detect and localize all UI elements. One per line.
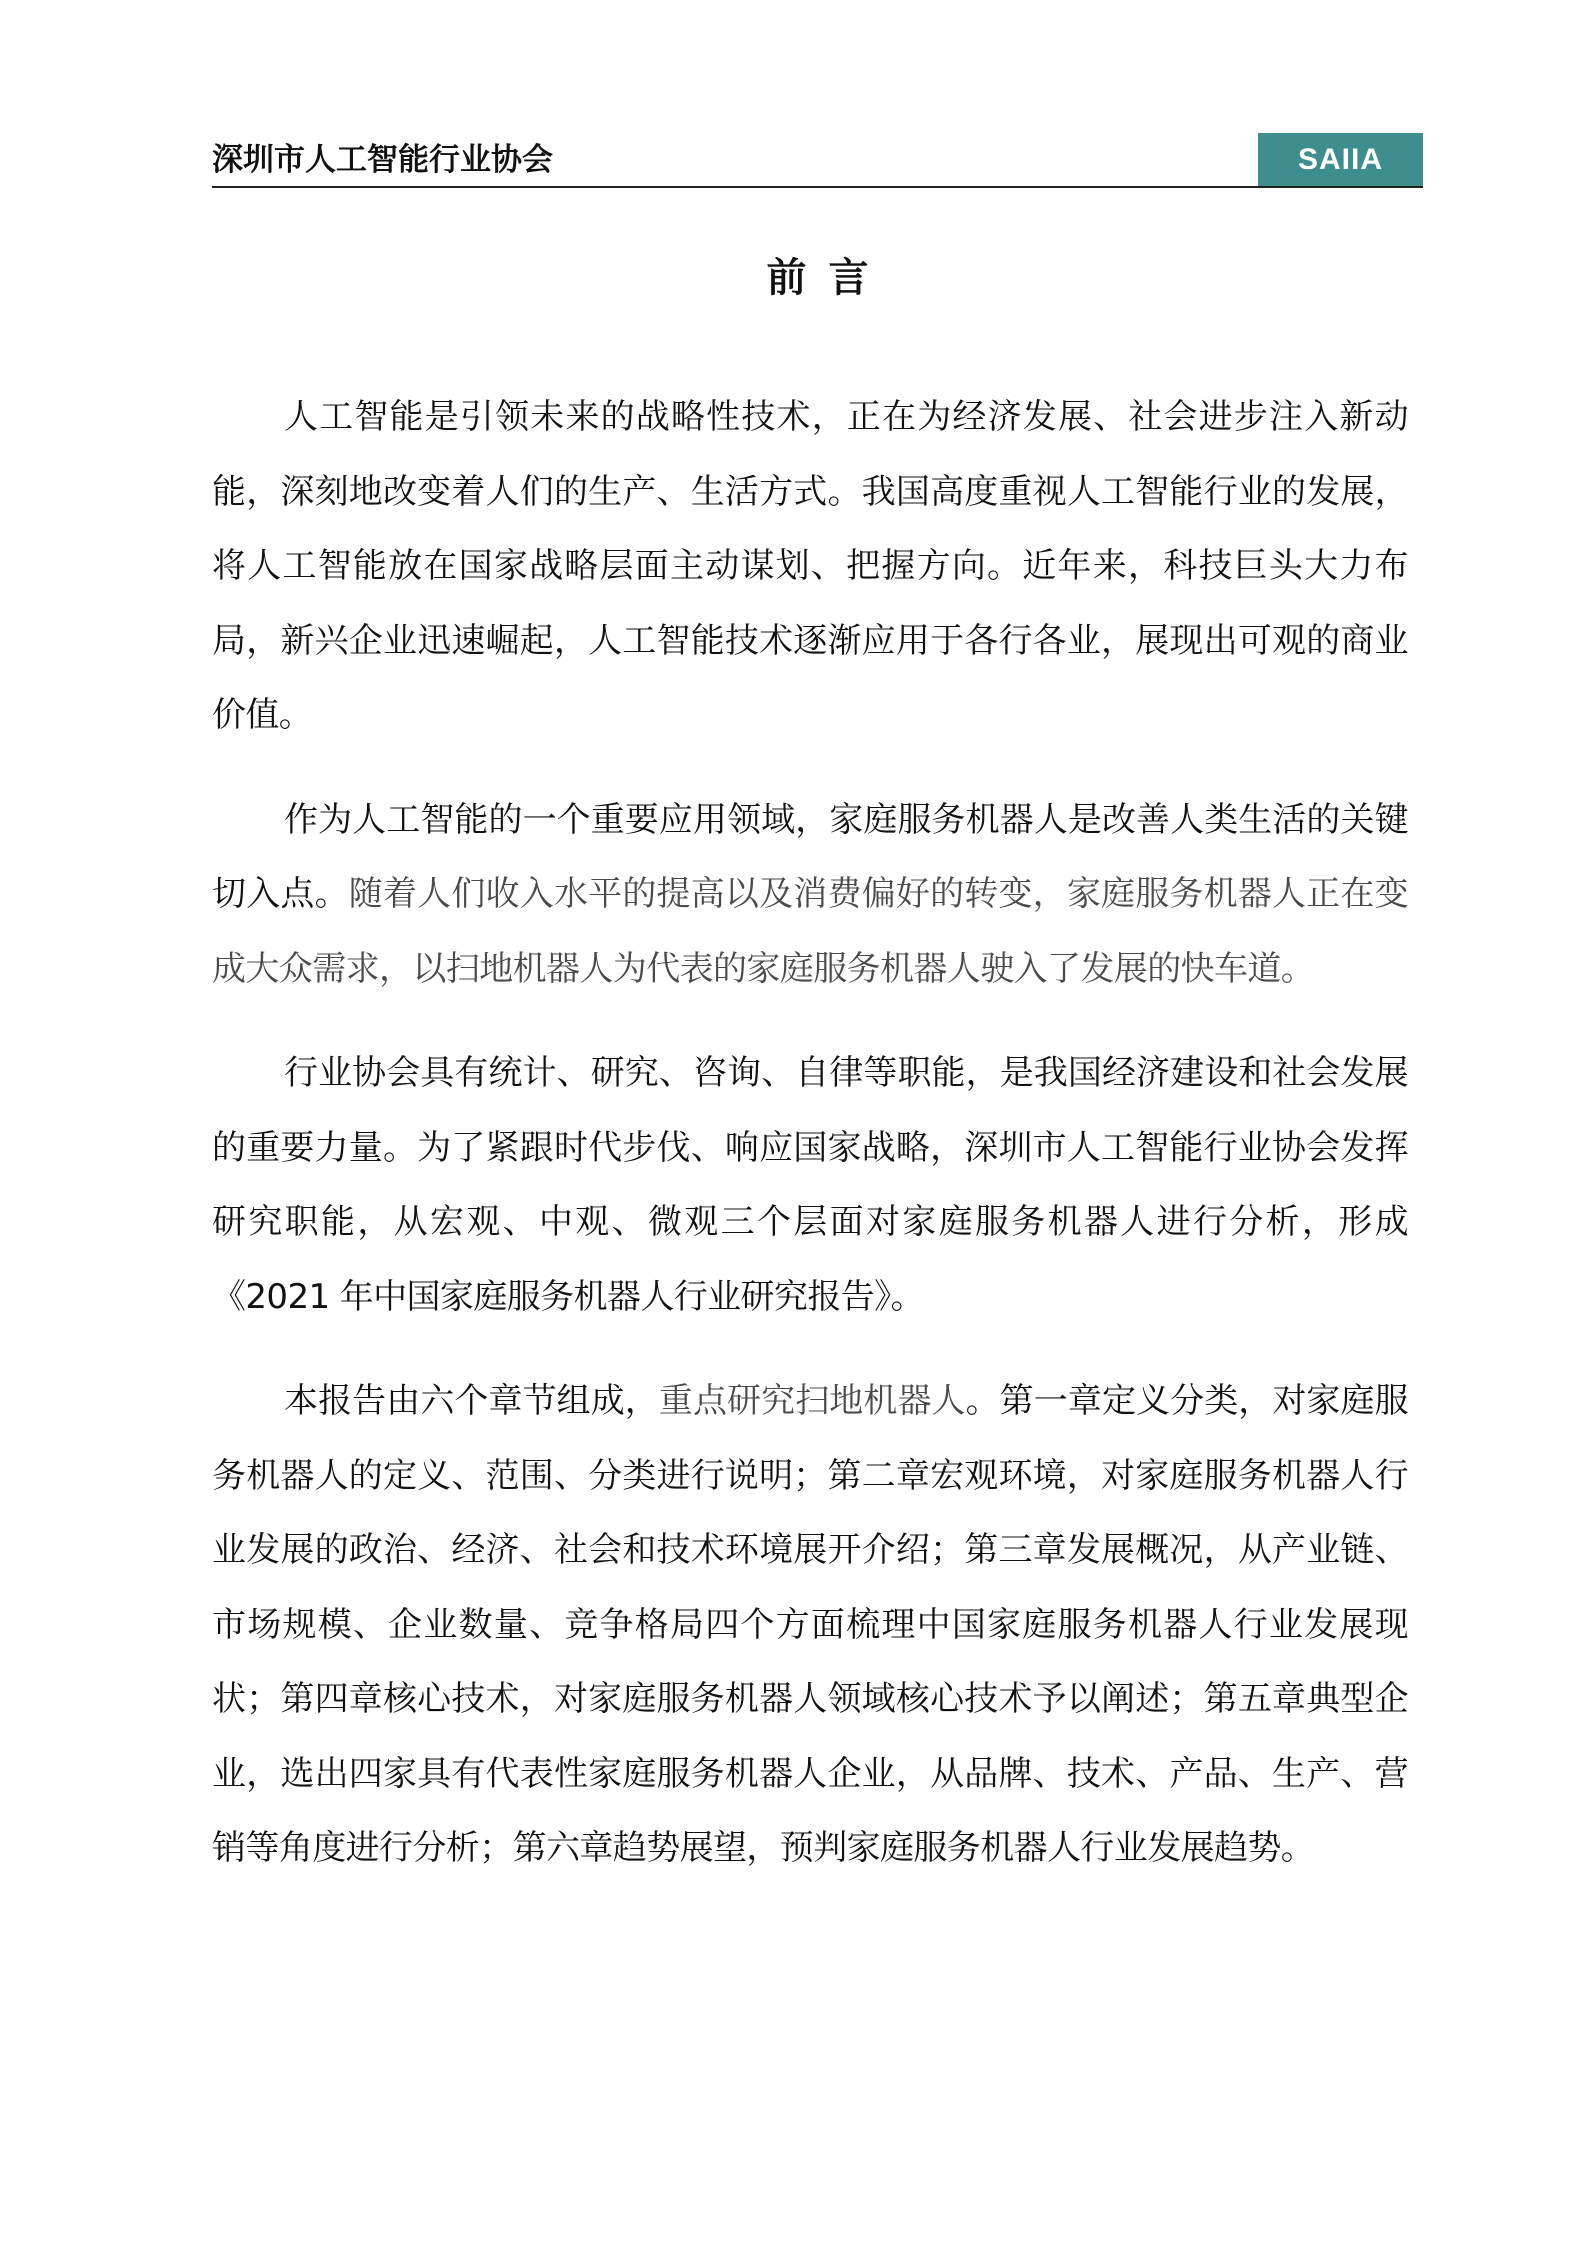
paragraph-3-text: 行业协会具有统计、研究、咨询、自律等职能，是我国经济建设和社会发展的重要力量。为了紧跟时代步伐、响应国家战略，深圳市人工智能行业协会发挥研究职能，从宏观、中观、微观三个层面对家庭服务机器人进行分析，形成《2021 年中国家庭服务机器人行业研究报告》。 [212,1053,1408,1317]
saiia-logo: SAIIA [1258,133,1423,186]
preface-body [212,380,1408,1916]
header-divider [212,186,1423,188]
paragraph-4-text-b: 重点研究扫地机器人 [658,1381,966,1421]
paragraph-4 [212,1364,1408,1886]
paragraph-2-text-b: 随着人们收入水平的提高以及消费偏好的转变，家庭服务机器人正在变成大众需求，以扫地机器人为代表的家庭服务机器人驶入了发展的快车道。 [212,874,1408,989]
page-title: 前言 [766,255,891,301]
paragraph-4-text-c: 。第一章定义分类，对家庭服务机器人的定义、范围、分类进行说明；第二章宏观环境，对家庭服务机器人行业发展的政治、经济、社会和技术环境展开介绍；第三章发展概况，从产业链、市场规模、企业数量、竞争格局四个方面梳理中国家庭服务机器人行业发展现状；第四章核心技术，对家庭服务机器人领域核心技术予以阐述；第五章典型企业，选出四家具有代表性家庭服务机器人企业，从品牌、技术、产品、生产、营销等角度进行分析；第六章趋势展望，预判家庭服务机器人行业发展趋势。 [212,1381,1408,1868]
paragraph-2 [212,783,1408,1007]
paragraph-1-text: 人工智能是引领未来的战略性技术，正在为经济发展、社会进步注入新动能，深刻地改变着人们的生产、生活方式。我国高度重视人工智能行业的发展，将人工智能放在国家战略层面主动谋划、把握方向。近年来，科技巨头大力布局，新兴企业迅速崛起，人工智能技术逐渐应用于各行各业，展现出可观的商业价值。 [212,397,1408,735]
paragraph-4-text-a: 本报告由六个章节组成， [284,1381,659,1421]
paragraph-2-text-a: 作为人工智能的一个重要应用领域，家庭服务机器人是改善人类生活的关键切入点。 [212,799,1408,914]
paragraph-1 [212,380,1408,753]
header-organization-name: 深圳市人工智能行业协会 [212,142,553,178]
page-header [212,133,1423,187]
paragraph-3 [212,1036,1408,1334]
